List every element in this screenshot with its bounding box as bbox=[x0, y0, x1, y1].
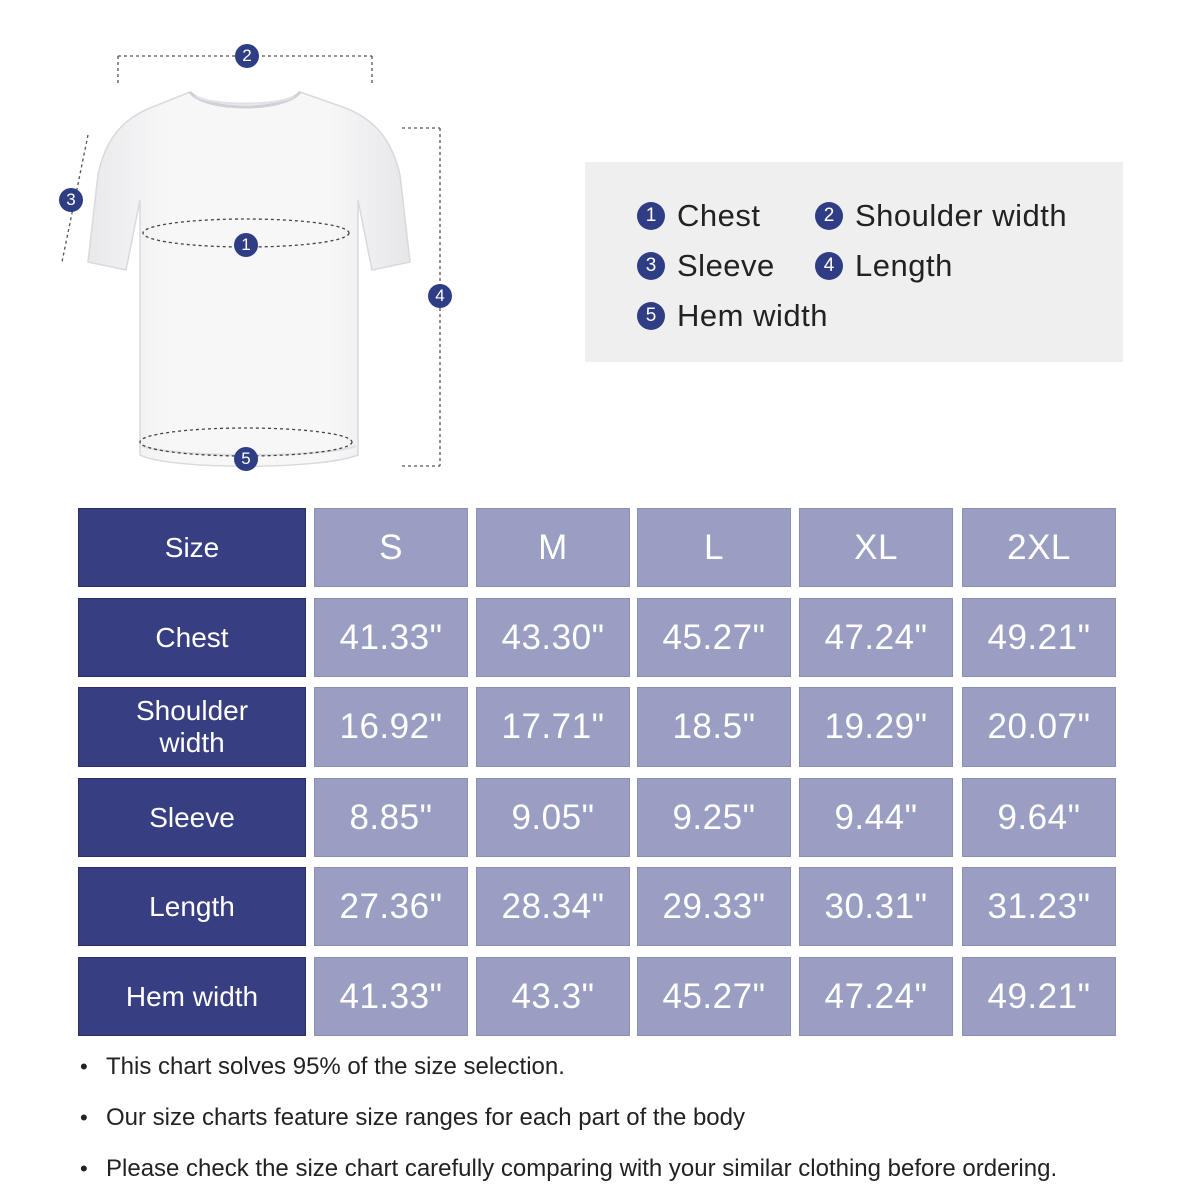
row-label-shoulder-width: Shoulder width bbox=[78, 687, 306, 767]
bullet-icon: • bbox=[80, 1156, 88, 1181]
table-cell: 30.31" bbox=[799, 867, 953, 946]
table-cell: 9.44" bbox=[799, 778, 953, 857]
row-label-sleeve: Sleeve bbox=[78, 778, 306, 857]
legend-item-shoulder-width bbox=[815, 198, 1067, 234]
legend-label: Chest bbox=[677, 198, 761, 233]
note-item bbox=[80, 1155, 1057, 1183]
note-text: This chart solves 95% of the size selection. bbox=[106, 1053, 565, 1080]
table-cell: 16.92" bbox=[314, 687, 468, 767]
table-cell: 41.33" bbox=[314, 957, 468, 1036]
legend-item-length bbox=[815, 248, 953, 284]
note-item bbox=[80, 1104, 745, 1132]
table-cell: 43.3" bbox=[476, 957, 630, 1036]
note-text: Please check the size chart carefully comparing with your similar clothing before ordering. bbox=[106, 1155, 1058, 1182]
legend-item-chest bbox=[637, 198, 760, 234]
table-cell: 17.71" bbox=[476, 687, 630, 767]
table-cell: 45.27" bbox=[637, 957, 791, 1036]
table-cell: 49.21" bbox=[962, 598, 1116, 677]
table-cell: 18.5" bbox=[637, 687, 791, 767]
table-cell: 28.34" bbox=[476, 867, 630, 946]
table-cell: 43.30" bbox=[476, 598, 630, 677]
marker-length: 4 bbox=[428, 284, 452, 308]
legend-number: 5 bbox=[637, 302, 665, 330]
table-cell: 49.21" bbox=[962, 957, 1116, 1036]
table-cell: 45.27" bbox=[637, 598, 791, 677]
tshirt-svg bbox=[0, 0, 560, 490]
row-label-length: Length bbox=[78, 867, 306, 946]
row-label-hem-width: Hem width bbox=[78, 957, 306, 1036]
size-column-xl: XL bbox=[799, 508, 953, 587]
legend-number: 2 bbox=[815, 202, 843, 230]
bullet-icon: • bbox=[80, 1054, 88, 1079]
note-item bbox=[80, 1053, 565, 1081]
table-cell: 8.85" bbox=[314, 778, 468, 857]
size-column-2xl: 2XL bbox=[962, 508, 1116, 587]
table-cell: 9.05" bbox=[476, 778, 630, 857]
table-cell: 19.29" bbox=[799, 687, 953, 767]
table-cell: 47.24" bbox=[799, 957, 953, 1036]
measurement-legend bbox=[585, 162, 1123, 362]
table-cell: 29.33" bbox=[637, 867, 791, 946]
note-text: Our size charts feature size ranges for each part of the body bbox=[106, 1104, 745, 1131]
legend-number: 3 bbox=[637, 252, 665, 280]
legend-number: 1 bbox=[637, 202, 665, 230]
bullet-icon: • bbox=[80, 1105, 88, 1130]
legend-item-sleeve bbox=[637, 248, 775, 284]
legend-label: Length bbox=[855, 248, 953, 283]
marker-chest: 1 bbox=[234, 233, 258, 257]
row-label-chest: Chest bbox=[78, 598, 306, 677]
table-cell: 9.64" bbox=[962, 778, 1116, 857]
size-column-m: M bbox=[476, 508, 630, 587]
tshirt-shape bbox=[88, 92, 410, 466]
legend-item-hem-width bbox=[637, 298, 828, 334]
table-cell: 27.36" bbox=[314, 867, 468, 946]
tshirt-illustration bbox=[0, 0, 560, 490]
table-cell: 31.23" bbox=[962, 867, 1116, 946]
table-cell: 41.33" bbox=[314, 598, 468, 677]
legend-label: Sleeve bbox=[677, 248, 775, 283]
size-column-s: S bbox=[314, 508, 468, 587]
table-cell: 47.24" bbox=[799, 598, 953, 677]
marker-shoulder-width: 2 bbox=[235, 44, 259, 68]
size-column-l: L bbox=[637, 508, 791, 587]
marker-hem-width: 5 bbox=[234, 447, 258, 471]
legend-number: 4 bbox=[815, 252, 843, 280]
legend-label: Shoulder width bbox=[855, 198, 1068, 233]
legend-label: Hem width bbox=[677, 298, 828, 333]
table-header-size: Size bbox=[78, 508, 306, 587]
marker-sleeve: 3 bbox=[59, 188, 83, 212]
table-cell: 9.25" bbox=[637, 778, 791, 857]
table-cell: 20.07" bbox=[962, 687, 1116, 767]
